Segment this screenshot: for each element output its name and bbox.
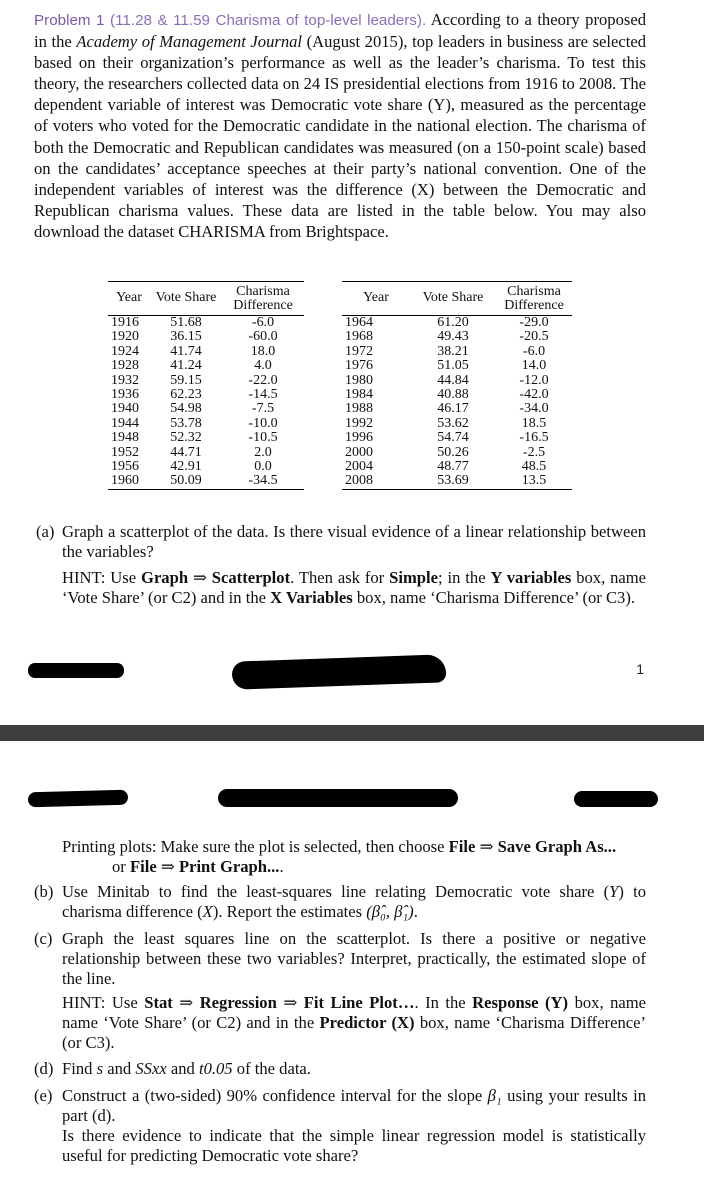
page-number: 1 [636,661,644,677]
col-charisma-header: Charisma Difference [504,283,564,313]
charisma-diff-cell: 18.0 [250,343,276,359]
year-cell: 1996 [345,430,373,446]
redaction-mark [232,654,447,689]
charisma-diff-cell: -60.0 [248,329,278,345]
intro-text-1: According to a theory proposed in the [34,10,646,52]
table-row [342,316,572,331]
vote-share-cell: 44.71 [170,444,202,460]
year-cell: 1920 [111,329,139,345]
vote-share-cell: 59.15 [170,372,202,388]
problem-intro [34,9,646,242]
charisma-diff-cell: 13.5 [521,473,547,489]
estimates-symbol: (β̂₀, β̂₁) [366,902,414,921]
data-table-right [342,281,572,490]
year-cell: 1936 [111,387,139,403]
table-row [108,474,304,489]
charisma-diff-cell: -2.5 [522,444,546,460]
year-cell: 1960 [111,473,139,489]
vote-share-cell: 42.91 [170,459,202,475]
year-cell: 2000 [345,444,373,460]
table-row [342,446,572,460]
vote-share-cell: 51.68 [170,315,202,330]
table-row [108,345,304,359]
vote-share-cell: 44.84 [437,372,469,388]
data-table-left [108,281,304,490]
vote-share-cell: 51.05 [437,358,469,374]
col-year-header: Year [363,290,389,306]
charisma-diff-cell: -42.0 [519,387,549,403]
table-row [108,330,304,344]
table-row [342,374,572,388]
table-row [108,417,304,431]
part-b-question: (b) Use Minitab to find the least-squares line relating Democratic vote share (Y) to charisma difference (X). Report the estimates (β̂₀, β̂₁). [34,882,646,921]
part-d-question: (d) Find s and SSxx and t0.05 of the data. [34,1059,311,1078]
year-cell: 1964 [345,315,373,330]
vote-share-cell: 48.77 [437,459,469,475]
problem-label: Problem 1 (11.28 & 11.59 Charisma of top-level leaders). [34,12,427,29]
table-row [342,460,572,474]
year-cell: 1956 [111,459,139,475]
year-cell: 1944 [111,415,139,431]
year-cell: 1928 [111,358,139,374]
redaction-mark [28,663,124,678]
intro-text-2: (August 2015), top leaders in business are selected based on their organization’s performance as well as the leader’s charisma. To test this theory, the researchers collected data on 24 IS presidential elections from 1916 to 2008. The dependent variable of interest was Democratic vote share (Y), measured as the percentage of voters who voted for the Democratic candidate in the national election. The charisma of both the Democratic and Republican candidates was measured (on a 150-point scale) based on the candidates’ acceptance speeches at their party’s national convention. One of the independent variables of interest was the difference (X) between the Democratic and Republican charisma values. These data are listed in the table below. You may also download the dataset CHARISMA from Brightspace. [34,32,646,241]
charisma-diff-cell: -16.5 [519,430,549,446]
table-left-body [108,316,304,490]
table-row [342,402,572,416]
vote-share-cell: 53.62 [437,415,469,431]
charisma-diff-cell: -10.5 [248,430,278,446]
year-cell: 1948 [111,430,139,446]
charisma-diff-cell: 0.0 [254,459,272,475]
table-row [342,359,572,373]
charisma-diff-cell: -34.5 [248,473,278,489]
part-e-question: (e) Construct a (two-sided) 90% confidence interval for the slope β₁ using your results in part (d). Is there evidence to indicate that the simple linear regression model is statistically useful for predicting Democratic vote share? [34,1086,646,1165]
year-cell: 1924 [111,343,139,359]
charisma-diff-cell: -10.0 [248,415,278,431]
vote-share-cell: 53.78 [170,415,202,431]
col-year-header: Year [116,290,142,306]
part-a-text: Graph a scatterplot of the data. Is there visual evidence of a linear relationship between the variables? [62,522,646,561]
year-cell: 1972 [345,343,373,359]
part-a-hint: HINT: Use Graph ⇒ Scatterplot. Then ask for Simple; in the Y variables box, name ‘Vote Share’ (or C2) and in the X Variables box, name ‘Charisma Difference’ (or C3). [62,568,647,607]
charisma-diff-cell: -6.0 [251,315,275,330]
part-a-tag: (a) [36,522,55,541]
page-2 [0,741,704,1180]
vote-share-cell: 46.17 [437,401,469,417]
table-row [108,460,304,474]
year-cell: 1932 [111,372,139,388]
year-cell: 1968 [345,329,373,345]
charisma-diff-cell: 2.0 [254,444,272,460]
vote-share-cell: 50.09 [170,473,202,489]
col-vote-share-header: Vote Share [422,290,484,306]
page-separator [0,725,704,741]
charisma-diff-cell: -14.5 [248,387,278,403]
vote-share-cell: 50.26 [437,444,469,460]
vote-share-cell: 49.43 [437,329,469,345]
vote-share-cell: 36.15 [170,329,202,345]
year-cell: 2004 [345,459,373,475]
charisma-diff-cell: 18.5 [521,415,547,431]
redaction-mark [218,789,458,807]
vote-share-cell: 38.21 [437,343,469,359]
table-row [342,417,572,431]
charisma-diff-cell: 48.5 [521,459,547,475]
year-cell: 1916 [111,315,139,330]
charisma-diff-cell: -29.0 [519,315,549,330]
charisma-diff-cell: -20.5 [519,329,549,345]
table-row [342,388,572,402]
table-row [342,330,572,344]
table-row [342,431,572,445]
table-row [108,388,304,402]
year-cell: 1976 [345,358,373,374]
charisma-diff-cell: -7.5 [251,401,275,417]
table-row [108,446,304,460]
vote-share-cell: 61.20 [437,315,469,330]
table-row [342,345,572,359]
table-row [108,431,304,445]
table-row [108,374,304,388]
charisma-diff-cell: -22.0 [248,372,278,388]
part-a-question [36,522,646,562]
redaction-mark [28,790,128,808]
col-charisma-header: Charisma Difference [233,283,293,313]
year-cell: 1992 [345,415,373,431]
charisma-diff-cell: -6.0 [522,343,546,359]
charisma-diff-cell: -34.0 [519,401,549,417]
col-vote-share-header: Vote Share [155,290,217,306]
vote-share-cell: 40.88 [437,387,469,403]
part-c-question: (c) Graph the least squares line on the scatterplot. Is there a positive or negative relationship between these two variables? Interpret, practically, the estimated slope of the line. [34,929,646,988]
table-row [108,316,304,331]
redaction-mark [574,791,658,807]
year-cell: 1980 [345,372,373,388]
table-row [342,474,572,489]
charisma-diff-cell: -12.0 [519,372,549,388]
table-row [108,402,304,416]
year-cell: 2008 [345,473,373,489]
year-cell: 1988 [345,401,373,417]
charisma-diff-cell: 4.0 [254,358,272,374]
charisma-diff-cell: 14.0 [521,358,547,374]
printing-note: Printing plots: Make sure the plot is selected, then choose File ⇒ Save Graph As... or File ⇒ Print Graph.... [62,837,617,876]
year-cell: 1940 [111,401,139,417]
year-cell: 1984 [345,387,373,403]
vote-share-cell: 41.74 [170,343,202,359]
vote-share-cell: 41.24 [170,358,202,374]
table-right-body [342,316,572,490]
year-cell: 1952 [111,444,139,460]
part-c-hint: HINT: Use Stat ⇒ Regression ⇒ Fit Line Plot…. In the Response (Y) box, name name ‘Vote Share’ (or C2) and in the Predictor (X) box, name ‘Charisma Difference’ (or C3). [62,993,647,1052]
table-row [108,359,304,373]
journal-name: Academy of Management Journal [76,32,303,52]
vote-share-cell: 62.23 [170,387,202,403]
vote-share-cell: 53.69 [437,473,469,489]
vote-share-cell: 54.98 [170,401,202,417]
vote-share-cell: 54.74 [437,430,469,446]
vote-share-cell: 52.32 [170,430,202,446]
